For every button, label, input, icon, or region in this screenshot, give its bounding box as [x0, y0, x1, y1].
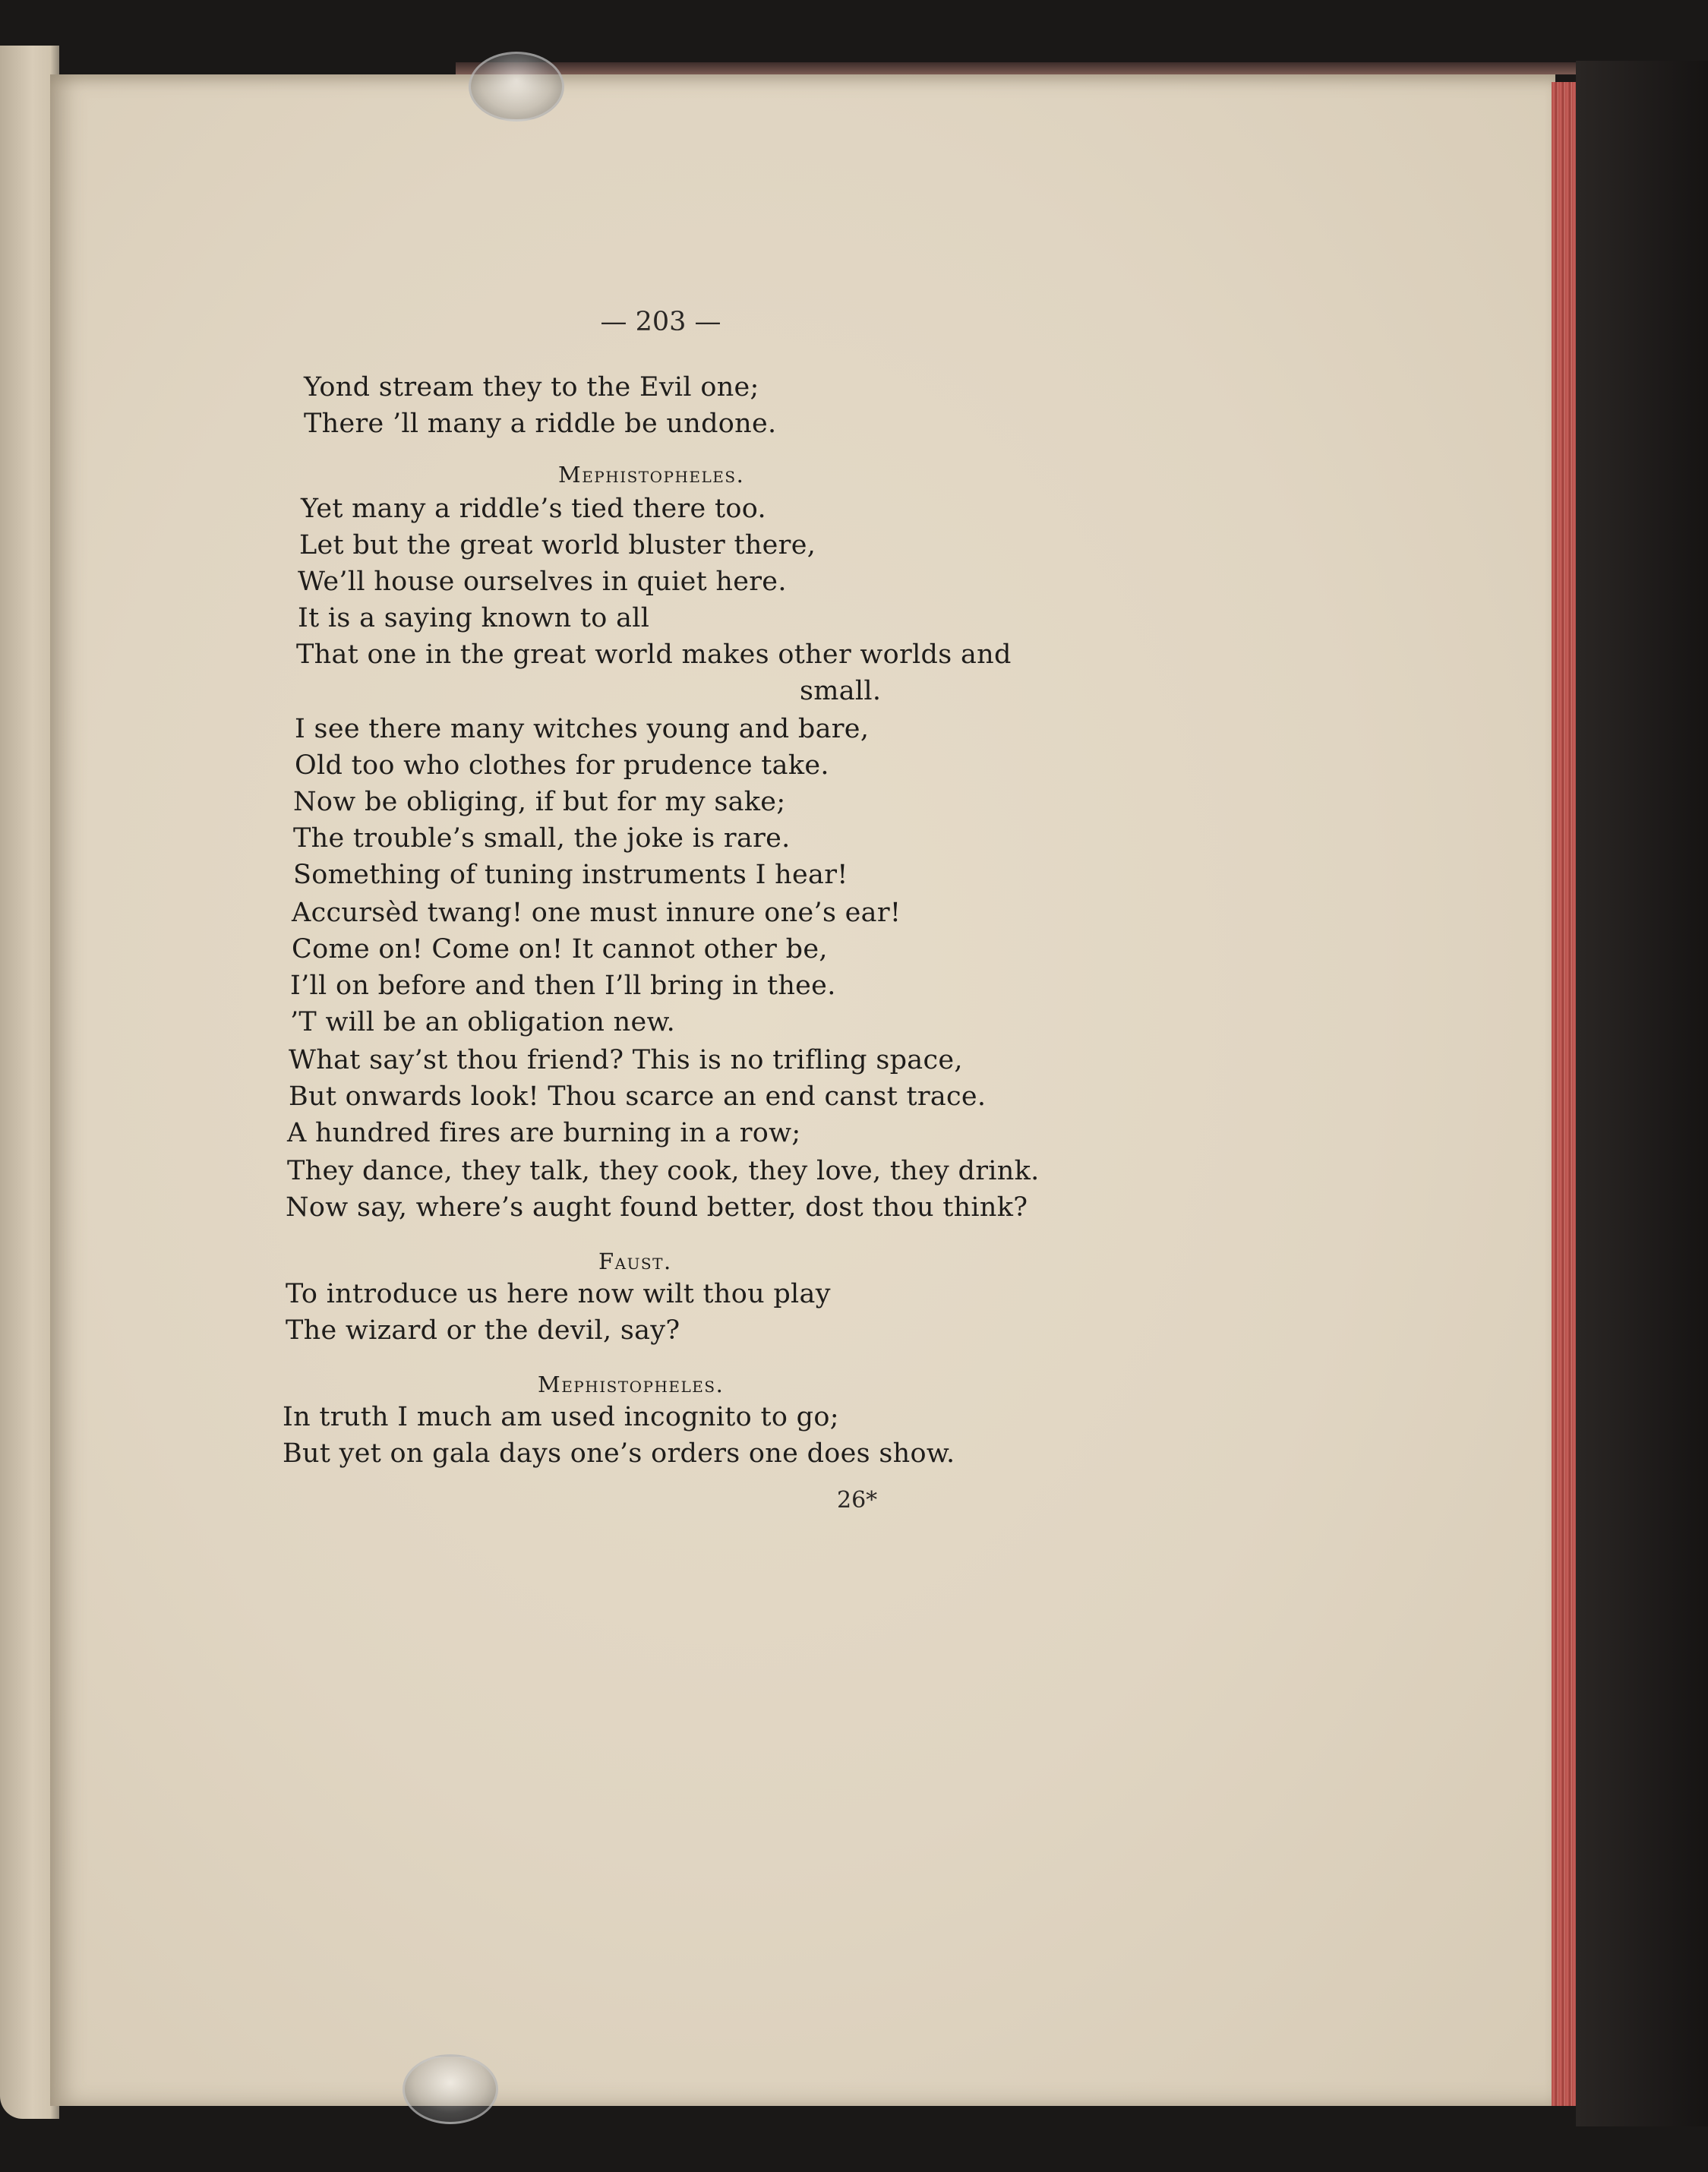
- red-page-edges: [1552, 82, 1576, 2106]
- glass-weight-top: [469, 52, 564, 122]
- verse-line: Old too who clothes for prudence take.: [295, 750, 829, 781]
- speaker-heading: Mephistopheles.: [558, 462, 745, 488]
- page-number: — 203 —: [600, 307, 721, 337]
- verse-line: What say’st thou friend? This is no trifling space,: [289, 1045, 963, 1075]
- verse-line: ’T will be an obligation new.: [290, 1007, 676, 1037]
- glass-weight-bottom: [403, 2054, 498, 2124]
- book-cover-board: [1576, 61, 1708, 2126]
- verse-line: That one in the great world makes other worlds and: [296, 639, 1012, 670]
- verse-line: But onwards look! Thou scarce an end canst trace.: [289, 1081, 987, 1112]
- verse-line: They dance, they talk, they cook, they love, they drink.: [287, 1156, 1040, 1186]
- signature-mark: 26*: [837, 1487, 878, 1514]
- verse-line: We’ll house ourselves in quiet here.: [298, 567, 787, 597]
- verse-line: There ’ll many a riddle be undone.: [304, 409, 777, 439]
- verse-line: In truth I much am used incognito to go;: [283, 1402, 839, 1432]
- verse-line: But yet on gala days one’s orders one does show.: [283, 1438, 955, 1469]
- verse-line: Come on! Come on! It cannot other be,: [292, 934, 828, 964]
- speaker-heading: Faust.: [598, 1249, 672, 1274]
- speaker-heading: Mephistopheles.: [538, 1372, 725, 1397]
- verse-line: Something of tuning instruments I hear!: [293, 860, 848, 890]
- verse-line: Accursèd twang! one must innure one’s ear!: [292, 898, 901, 928]
- verse-line: The wizard or the devil, say?: [286, 1315, 680, 1346]
- verse-line: A hundred fires are burning in a row;: [287, 1118, 801, 1148]
- verse-line: Now be obliging, if but for my sake;: [293, 787, 786, 817]
- page-top-edge: [456, 62, 1587, 74]
- verse-line: To introduce us here now wilt thou play: [286, 1279, 831, 1309]
- verse-line: Yet many a riddle’s tied there too.: [301, 494, 766, 524]
- verse-line: I see there many witches young and bare,: [295, 714, 870, 744]
- verse-line: Let but the great world bluster there,: [299, 530, 816, 560]
- verse-line: Yond stream they to the Evil one;: [304, 372, 759, 403]
- verse-line: small.: [800, 676, 882, 706]
- verse-line: It is a saying known to all: [298, 603, 650, 633]
- verse-line: The trouble’s small, the joke is rare.: [293, 823, 791, 854]
- verse-line: Now say, where’s aught found better, dost thou think?: [286, 1192, 1028, 1223]
- verse-line: I’ll on before and then I’ll bring in thee.: [290, 971, 836, 1001]
